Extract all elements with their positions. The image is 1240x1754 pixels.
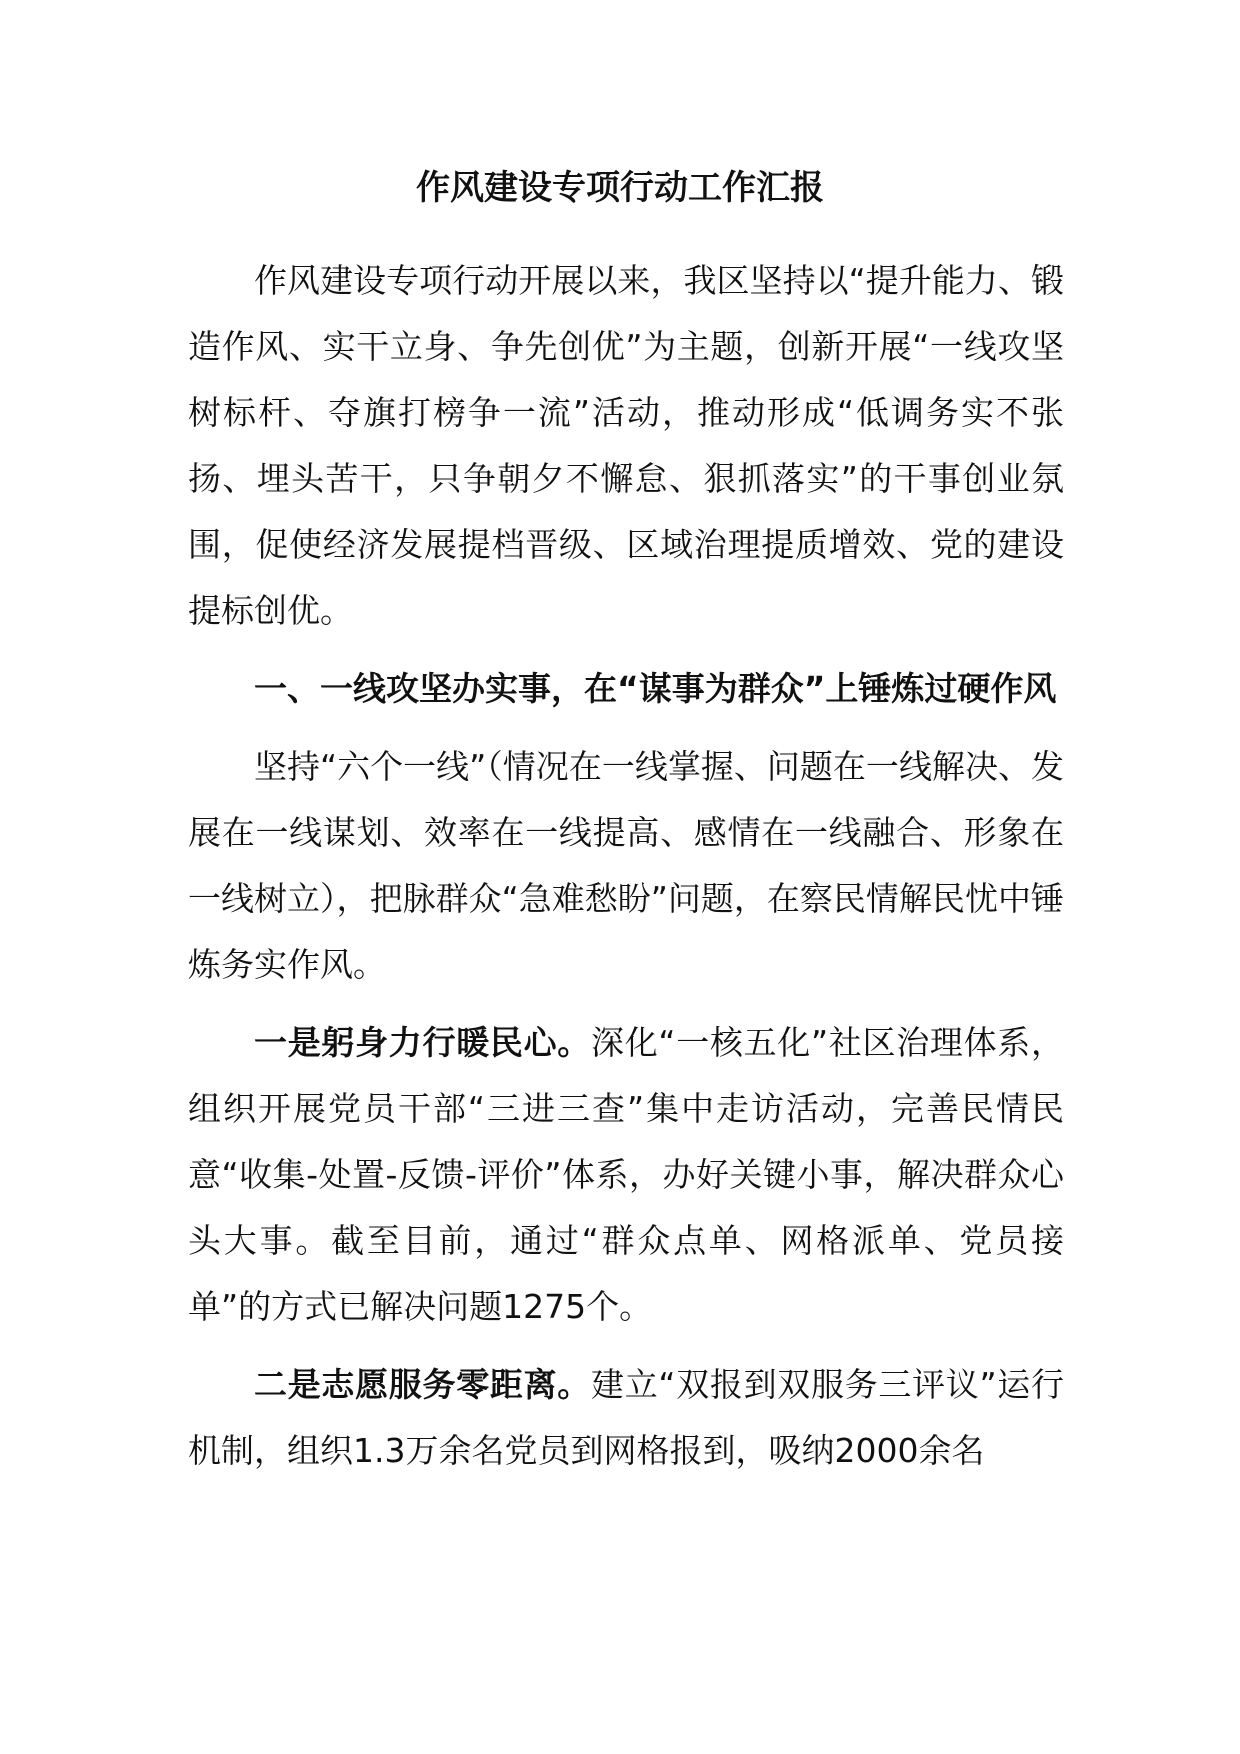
item-text-1: 深化“一核五化”社区治理体系，组织开展党员干部“三进三查”集中走访活动，完善民情民意“收集-处置-反馈-评价”体系，办好关键小事，解决群众心头大事。截至目前，通过“群众点单、网格派单、党员接单”的方式已解决问题1275个。 bbox=[188, 1023, 1064, 1326]
item-paragraph-2 bbox=[188, 1352, 1064, 1484]
item-lead-2: 二是志愿服务零距离。 bbox=[254, 1365, 591, 1404]
section-heading: 一、一线攻坚办实事，在“谋事为群众”上锤炼过硬作风 bbox=[254, 669, 1057, 708]
document-body bbox=[188, 248, 1064, 1484]
item-lead-1: 一是躬身力行暖民心。 bbox=[254, 1023, 591, 1062]
intro-paragraph: 作风建设专项行动开展以来，我区坚持以“提升能力、锻造作风、实干立身、争先创优”为主题，创新开展“一线攻坚树标杆、夺旗打榜争一流”活动，推动形成“低调务实不张扬、埋头苦干，只争朝夕不懈怠、狠抓落实”的干事创业氛围，促使经济发展提档晋级、区域治理提质增效、党的建设提标创优。 bbox=[188, 261, 1064, 630]
document-title: 作风建设专项行动工作汇报 bbox=[416, 168, 824, 208]
section-intro-paragraph: 坚持“六个一线”（情况在一线掌握、问题在一线解决、发展在一线谋划、效率在一线提高、感情在一线融合、形象在一线树立），把脉群众“急难愁盼”问题，在察民情解民忧中锤炼务实作风。 bbox=[188, 747, 1064, 984]
item-paragraph-1 bbox=[188, 1010, 1064, 1340]
item-text-2: 建立“双报到双服务三评议”运行机制，组织1.3万余名党员到网格报到，吸纳2000余名 bbox=[188, 1365, 1064, 1470]
